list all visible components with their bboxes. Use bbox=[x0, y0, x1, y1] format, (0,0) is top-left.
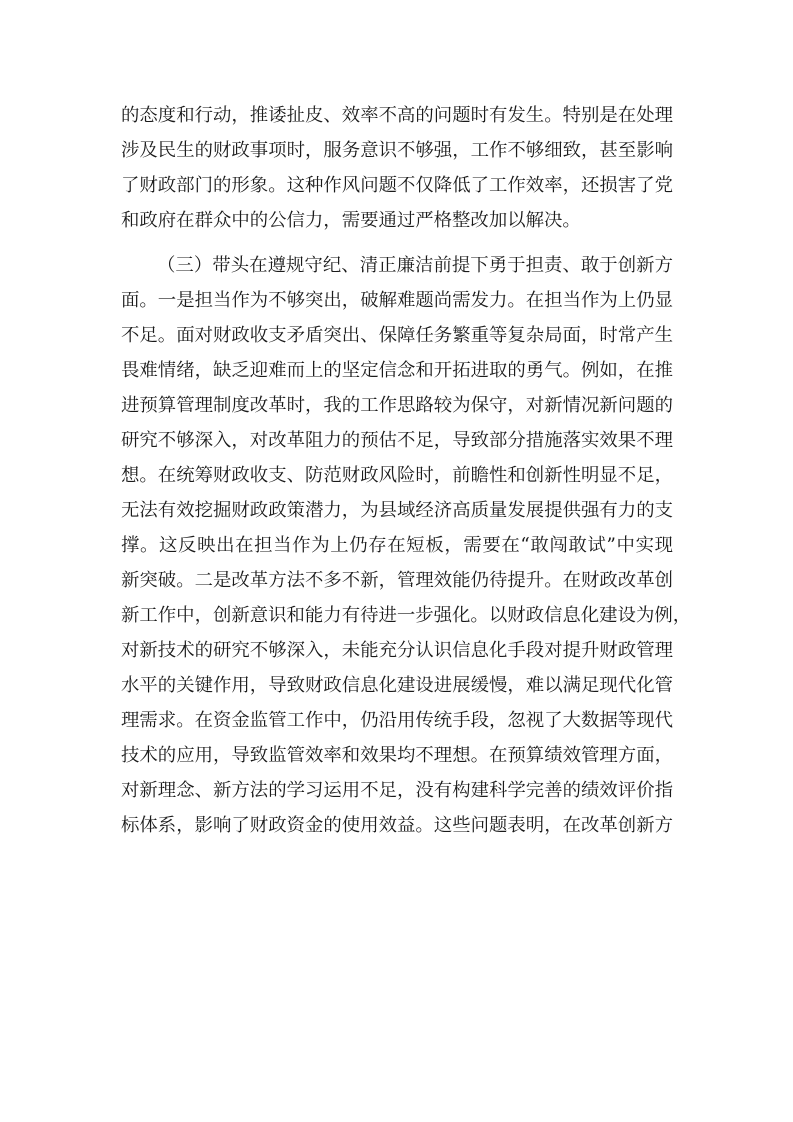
text-line: 不足。面对财政收支矛盾突出、保障任务繁重等复杂局面，时常产生 bbox=[121, 325, 673, 346]
text-line: 了财政部门的形象。这种作风问题不仅降低了工作效率，还损害了党 bbox=[121, 175, 673, 196]
text-line: 撑。这反映出在担当作为上仍存在短板，需要在“敢闯敢试”中实现 bbox=[121, 535, 673, 556]
text-line: 畏难情绪，缺乏迎难而上的坚定信念和开拓进取的勇气。例如，在推 bbox=[121, 360, 673, 381]
paragraph-1 bbox=[121, 98, 673, 238]
text-line: 涉及民生的财政事项时，服务意识不够强，工作不够细致，甚至影响 bbox=[121, 140, 673, 161]
document-body bbox=[121, 98, 692, 843]
text-line: 对新理念、新方法的学习运用不足，没有构建科学完善的绩效评价指 bbox=[121, 780, 673, 801]
text-line: 标体系，影响了财政资金的使用效益。这些问题表明，在改革创新方 bbox=[121, 815, 673, 836]
text-line: 对新技术的研究不够深入，未能充分认识信息化手段对提升财政管理 bbox=[121, 640, 673, 661]
paragraph-2 bbox=[121, 248, 692, 843]
text-line: 技术的应用，导致监管效率和效果均不理想。在预算绩效管理方面， bbox=[121, 745, 673, 766]
text-line: 新突破。二是改革方法不多不新，管理效能仍待提升。在财政改革创 bbox=[121, 570, 673, 591]
text-line: 水平的关键作用，导致财政信息化建设进展缓慢，难以满足现代化管 bbox=[121, 675, 673, 696]
text-line: 研究不够深入，对改革阻力的预估不足，导致部分措施落实效果不理 bbox=[121, 430, 673, 451]
text-line: 面。一是担当作为不够突出，破解难题尚需发力。在担当作为上仍显 bbox=[121, 290, 673, 311]
text-line: 无法有效挖掘财政政策潜力，为县域经济高质量发展提供强有力的支 bbox=[121, 500, 673, 521]
text-line: 进预算管理制度改革时，我的工作思路较为保守，对新情况新问题的 bbox=[121, 395, 673, 416]
text-line: 的态度和行动，推诿扯皮、效率不高的问题时有发生。特别是在处理 bbox=[121, 105, 673, 126]
paragraph-spacer bbox=[121, 238, 673, 248]
text-line: （三）带头在遵规守纪、清正廉洁前提下勇于担责、敢于创新方 bbox=[157, 255, 673, 276]
text-line: 理需求。在资金监管工作中，仍沿用传统手段，忽视了大数据等现代 bbox=[121, 710, 673, 731]
text-line: 新工作中，创新意识和能力有待进一步强化。以财政信息化建设为例， bbox=[121, 605, 692, 626]
text-line: 和政府在群众中的公信力，需要通过严格整改加以解决。 bbox=[121, 210, 581, 231]
text-line: 想。在统筹财政收支、防范财政风险时，前瞻性和创新性明显不足， bbox=[121, 465, 673, 486]
